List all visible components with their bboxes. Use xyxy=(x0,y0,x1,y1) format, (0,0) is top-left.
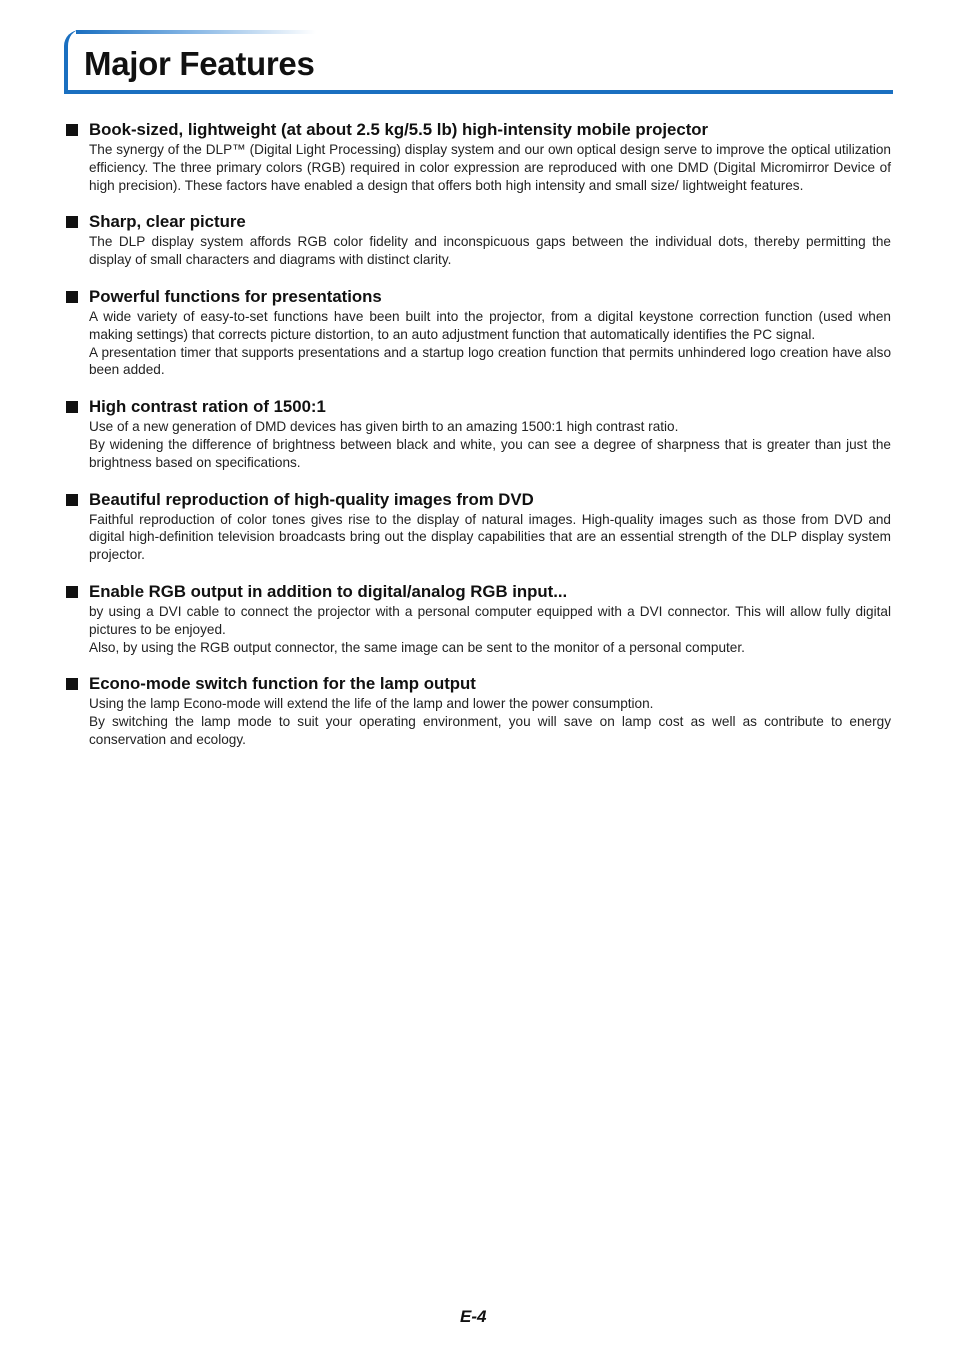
feature-item xyxy=(66,119,891,194)
feature-item xyxy=(66,673,891,748)
feature-title: High contrast ration of 1500:1 xyxy=(89,397,326,417)
square-bullet-icon xyxy=(66,494,78,506)
feature-body xyxy=(66,233,891,269)
square-bullet-icon xyxy=(66,678,78,690)
feature-heading xyxy=(66,396,891,418)
feature-title: Sharp, clear picture xyxy=(89,212,246,232)
feature-item xyxy=(66,211,891,269)
feature-list xyxy=(66,119,891,766)
feature-body xyxy=(66,141,891,194)
header-fade-line xyxy=(76,30,316,34)
feature-item xyxy=(66,489,891,564)
feature-body xyxy=(66,308,891,379)
feature-paragraph: A wide variety of easy-to-set functions have been built into the projector, from a digital keystone correction function (used when making settings) that corrects picture distortion, to an auto adjustment function that automatically identifies the PC signal. xyxy=(89,308,891,342)
feature-paragraph: By widening the difference of brightness between black and white, you can see a degree of sharpness that is greater than just the brightness based on specifications. xyxy=(89,436,891,470)
square-bullet-icon xyxy=(66,124,78,136)
feature-paragraph: Also, by using the RGB output connector, the same image can be sent to the monitor of a personal computer. xyxy=(89,639,745,655)
feature-paragraph: By switching the lamp mode to suit your operating environment, you will save on lamp cost as well as contribute to energy conservation and ecology. xyxy=(89,714,891,747)
square-bullet-icon xyxy=(66,586,78,598)
page-number: E-4 xyxy=(460,1307,487,1326)
feature-heading xyxy=(66,581,891,603)
feature-title: Powerful functions for presentations xyxy=(89,286,382,306)
feature-heading xyxy=(66,119,891,141)
feature-paragraph: by using a DVI cable to connect the projector with a personal computer equipped with a DVI connector. This will allow fully digital pictures to be enjoyed. xyxy=(89,603,891,637)
feature-item xyxy=(66,396,891,471)
feature-heading xyxy=(66,673,891,695)
feature-heading xyxy=(66,211,891,233)
feature-title: Enable RGB output in addition to digital/analog RGB input... xyxy=(89,581,568,601)
square-bullet-icon xyxy=(66,216,78,228)
feature-item xyxy=(66,286,891,379)
feature-paragraph: Using the lamp Econo-mode will extend the life of the lamp and lower the power consumption. xyxy=(89,696,654,712)
feature-title: Book-sized, lightweight (at about 2.5 kg/5.5 lb) high-intensity mobile projector xyxy=(89,120,709,139)
feature-paragraph: A presentation timer that supports presentations and a startup logo creation function that permits unhindered logo creation have also been added. xyxy=(89,344,891,378)
feature-paragraph: The DLP display system affords RGB color fidelity and inconspicuous gaps between the individual dots, thereby permitting the display of small characters and diagrams with distinct clarity. xyxy=(89,234,891,268)
square-bullet-icon xyxy=(66,291,78,303)
feature-heading xyxy=(66,489,891,511)
feature-title: Beautiful reproduction of high-quality images from DVD xyxy=(89,489,534,509)
feature-item xyxy=(66,581,891,656)
square-bullet-icon xyxy=(66,401,78,413)
page-title: Major Features xyxy=(84,45,315,82)
feature-heading xyxy=(66,286,891,308)
feature-body xyxy=(66,695,891,748)
feature-paragraph: Use of a new generation of DMD devices has given birth to an amazing 1500:1 high contrast ratio. xyxy=(89,419,679,435)
feature-paragraph: The synergy of the DLP™ (Digital Light Processing) display system and our own optical design serve to improve the optical utilization efficiency. The three primary colors (RGB) required in color expression are reproduced with one DMD (Digital Micromirror Device of high precision). These factors have enabled a design that offers both high intensity and small size/ lightweight features. xyxy=(89,142,891,193)
feature-title: Econo-mode switch function for the lamp output xyxy=(89,674,476,694)
feature-body xyxy=(66,511,891,564)
feature-body xyxy=(66,603,891,656)
feature-body xyxy=(66,418,891,471)
feature-paragraph: Faithful reproduction of color tones gives rise to the display of natural images. High-quality images such as those from DVD and digital high-definition television broadcasts bring out the display capabilities that are an essential strength of the DLP display system projector. xyxy=(89,511,891,563)
page-header xyxy=(64,30,893,94)
